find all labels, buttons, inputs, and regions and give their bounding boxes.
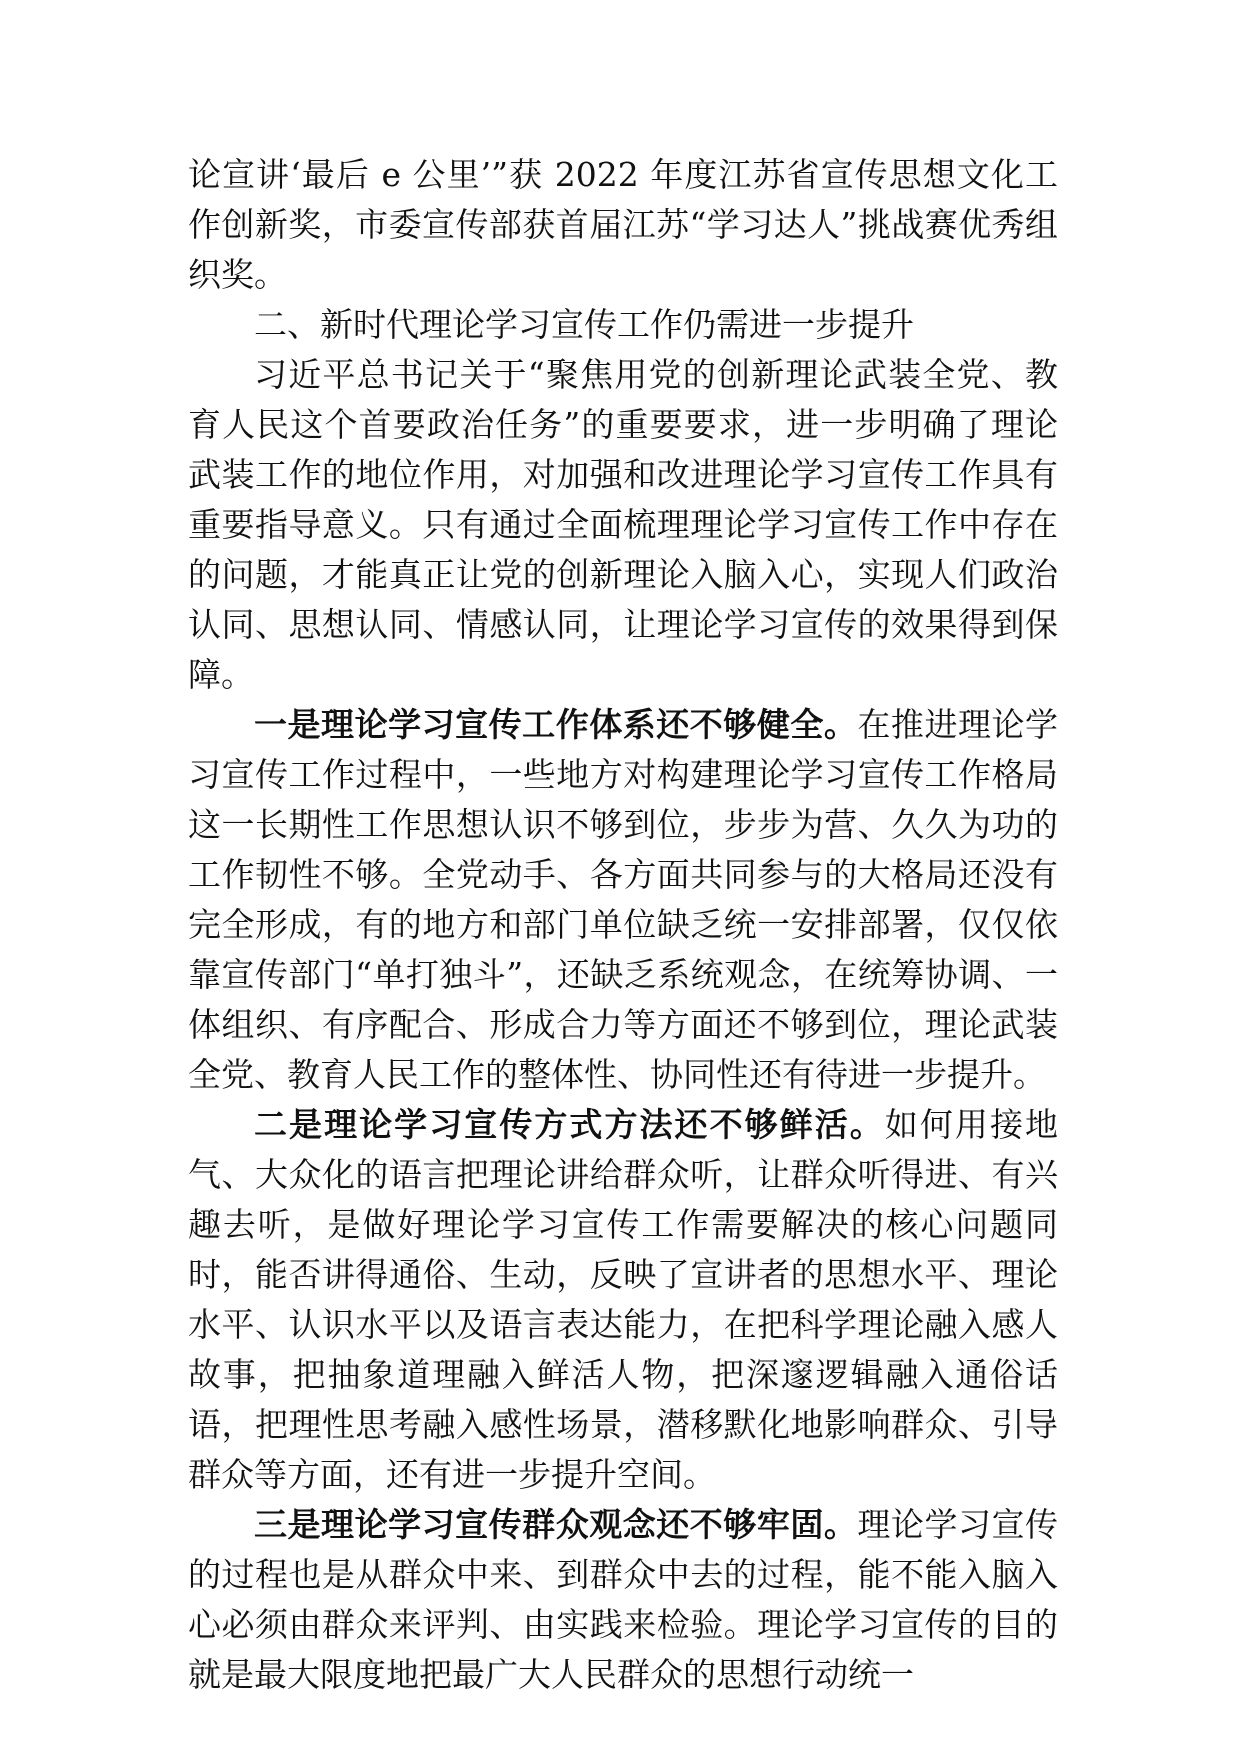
paragraph-text: 理论学习宣传的过程也是从群众中来、到群众中去的过程，能不能入脑入心必须由群众来评判、由实践来检验。理论学习宣传的目的就是最大限度地把最广大人民群众的思想行动统一	[188, 1505, 1059, 1694]
paragraph-text: 论宣讲‘最后 e 公里’”获 2022 年度江苏省宣传思想文化工作创新奖，市委宣传部获首届江苏“学习达人”挑战赛优秀组织奖。	[188, 155, 1058, 294]
paragraph-text: 习近平总书记关于“聚焦用党的创新理论武装全党、教育人民这个首要政治任务”的重要要求，进一步明确了理论武装工作的地位作用，对加强和改进理论学习宣传工作具有重要指导意义。只有通过全面梳理理论学习宣传工作中存在的问题，才能真正让党的创新理论入脑入心，实现人们政治认同、思想认同、情感认同，让理论学习宣传的效果得到保障。	[188, 355, 1058, 694]
paragraph-continuation	[188, 150, 1058, 300]
section-heading	[188, 300, 1058, 350]
paragraph-text: 如何用接地气、大众化的语言把理论讲给群众听，让群众听得进、有兴趣去听，是做好理论学习宣传工作需要解决的核心问题同时，能否讲得通俗、生动，反映了宣讲者的思想水平、理论水平、认识水平以及语言表达能力，在把科学理论融入感人故事，把抽象道理融入鲜活人物，把深邃逻辑融入通俗话语，把理性思考融入感性场景，潜移默化地影响群众、引导群众等方面，还有进一步提升空间。	[188, 1105, 1059, 1494]
paragraph-point-1	[188, 700, 1058, 1100]
paragraph-lead: 二是理论学习宣传方式方法还不够鲜活。	[254, 1105, 885, 1144]
paragraph-intro	[188, 350, 1058, 700]
paragraph-point-2	[188, 1100, 1058, 1500]
paragraph-lead: 三是理论学习宣传群众观念还不够牢固。	[254, 1505, 858, 1544]
paragraph-text: 在推进理论学习宣传工作过程中，一些地方对构建理论学习宣传工作格局这一长期性工作思想认识不够到位，步步为营、久久为功的工作韧性不够。全党动手、各方面共同参与的大格局还没有完全形成，有的地方和部门单位缺乏统一安排部署，仅仅依靠宣传部门“单打独斗”，还缺乏系统观念，在统筹协调、一体组织、有序配合、形成合力等方面还不够到位，理论武装全党、教育人民工作的整体性、协同性还有待进一步提升。	[188, 705, 1059, 1094]
paragraph-text: 二、新时代理论学习宣传工作仍需进一步提升	[254, 305, 914, 344]
paragraph-point-3	[188, 1500, 1058, 1700]
paragraph-lead: 一是理论学习宣传工作体系还不够健全。	[254, 705, 858, 744]
document-body	[188, 150, 1058, 1700]
